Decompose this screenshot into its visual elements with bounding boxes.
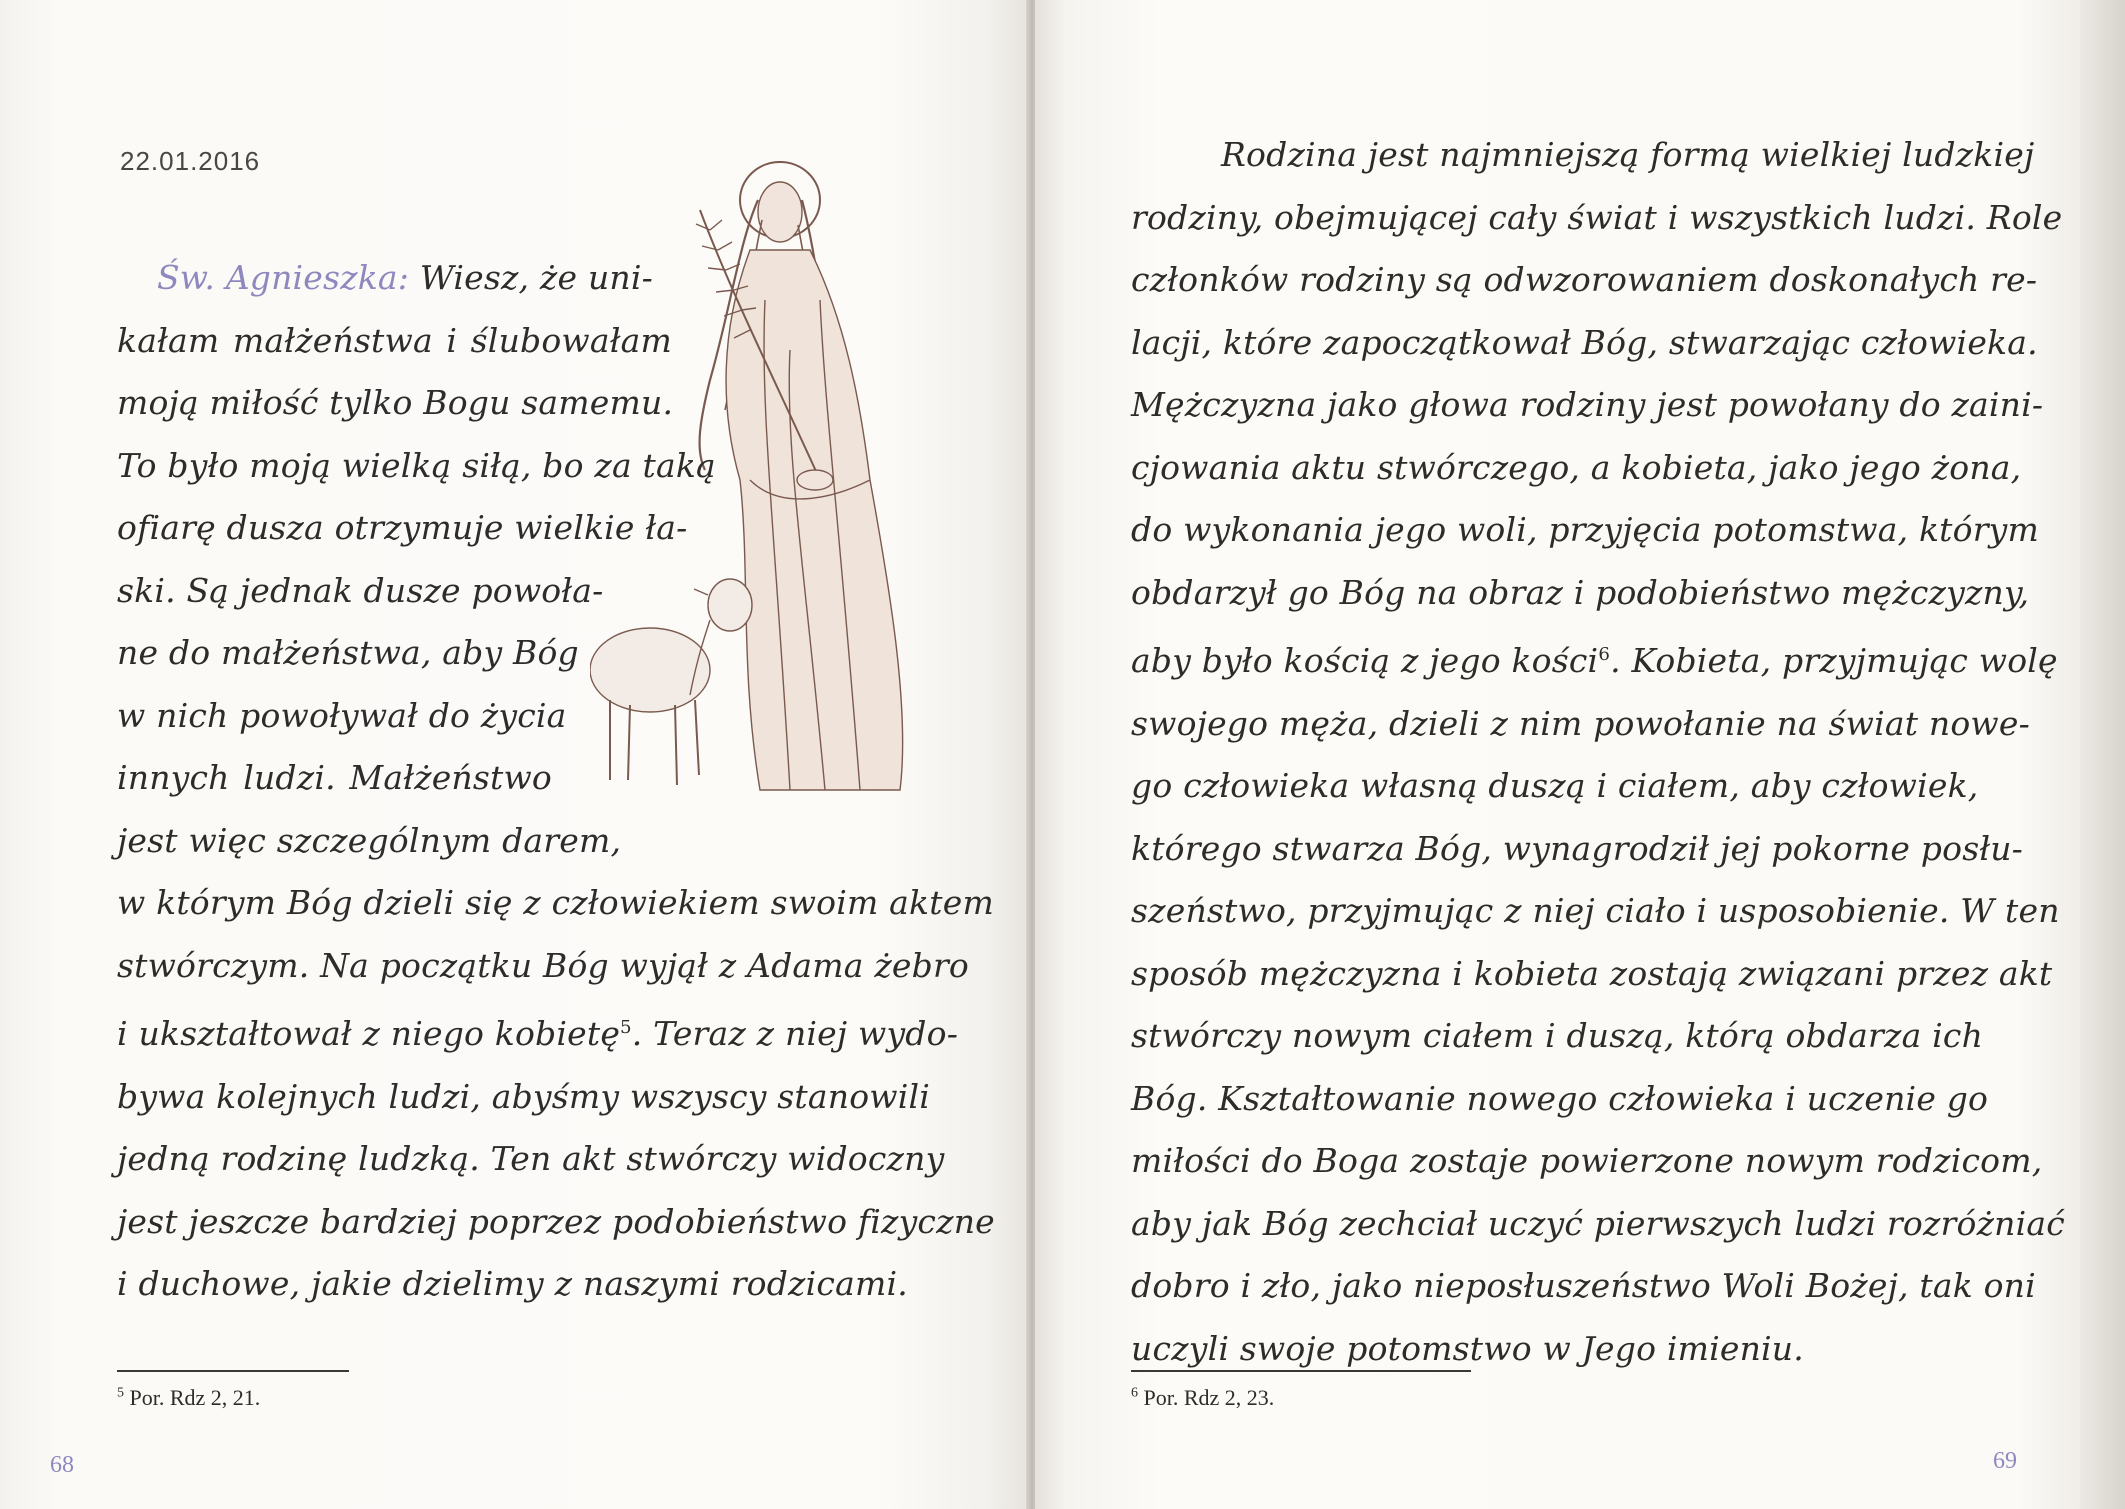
footnote: $^5$ Por. Rdz 2, 21. — [117, 1385, 261, 1410]
text-line: jedną rodzinę ludzką. Ten akt stwórczy widoczny — [117, 1139, 945, 1178]
text-line: uczyli swoje potomstwo w Jego imieniu. — [1131, 1328, 1804, 1368]
text-line: dobro i zło, jako nieposłuszeństwo Woli Bożej, tak oni — [1131, 1266, 2036, 1305]
text-line: moją miłość tylko Bogu samemu. — [117, 383, 674, 422]
text-line: kałam małżeństwa i ślubowałam — [117, 320, 672, 360]
text-line: którego stwarza Bóg, wynagrodził jej pokorne posłu- — [1131, 828, 2024, 868]
text-line: lacji, które zapoczątkował Bóg, stwarzając człowieka. — [1131, 322, 2038, 362]
text-line: stwórczy nowym ciałem i duszą, którą obdarza ich — [1131, 1016, 1984, 1055]
text-line: cjowania aktu stwórczego, a kobieta, jako jego żona, — [1131, 447, 2022, 487]
text-line: swojego męża, dzieli z nim powołanie na świat nowe- — [1131, 703, 2030, 743]
text-line: go człowieka własną duszą i ciałem, aby człowiek, — [1131, 766, 1979, 805]
text-line: stwórczym. Na początku Bóg wyjął z Adama żebro — [117, 945, 970, 985]
footnote-divider — [1131, 1370, 1471, 1372]
text-line: rodziny, obejmującej cały świat i wszystkich ludzi. Role — [1131, 197, 2063, 237]
page-edge — [2080, 0, 2125, 1509]
page-number-left: 68 — [50, 1452, 74, 1478]
text-line: do wykonania jego woli, przyjęcia potomstwa, którym — [1131, 510, 2040, 549]
footnote-ref: 5 — [620, 1017, 632, 1038]
text-line: w którym Bóg dzieli się z człowiekiem swoim aktem — [117, 883, 994, 922]
text-line: Św. Agnieszka: Wiesz, że uni- — [157, 258, 653, 297]
entry-date: 22.01.2016 — [120, 146, 261, 176]
text-line: jest jeszcze bardziej poprzez podobieństwo fizyczne — [117, 1201, 995, 1241]
text-line: Mężczyzna jako głowa rodziny jest powołany do zaini- — [1131, 385, 2044, 424]
text-line: Rodzina jest najmniejszą formą wielkiej ludzkiej — [1221, 135, 2035, 174]
text-line: obdarzył go Bóg na obraz i podobieństwo mężczyzny, — [1131, 572, 2030, 612]
right-page-body — [1131, 124, 2065, 1380]
page-number-right: 69 — [1993, 1448, 2017, 1474]
footnote-number: 6 — [1131, 1385, 1138, 1401]
text-line: i duchowe, jakie dzielimy z naszymi rodzicami. — [117, 1264, 908, 1303]
footnote: $^6$ Por. Rdz 2, 23. — [1131, 1385, 1275, 1410]
text-line: ofiarę dusza otrzymuje wielkie ła- — [117, 508, 688, 547]
footnote-ref: 6 — [1598, 644, 1611, 665]
text-line: miłości do Boga zostaje powierzone nowym rodzicom, — [1131, 1141, 2043, 1180]
text-line: w nich powoływał do życia — [117, 695, 567, 735]
right-page — [1035, 0, 2080, 1509]
left-page-body — [117, 247, 995, 1316]
text-line: członków rodziny są odwzorowaniem doskonałych re- — [1131, 260, 2038, 299]
text-line: ne do małżeństwa, aby Bóg — [117, 633, 579, 672]
footnote-number: 5 — [117, 1385, 124, 1401]
text-line: aby jak Bóg zechciał uczyć pierwszych ludzi rozróżniać — [1131, 1203, 2065, 1243]
text-line: To było moją wielką siłą, bo za taką — [117, 445, 716, 485]
text-line: sposób mężczyzna i kobieta zostają związani przez akt — [1131, 953, 2053, 993]
text-line: jest więc szczególnym darem, — [117, 820, 622, 860]
text-line: szeństwo, przyjmując z niej ciało i usposobienie. W ten — [1131, 891, 2060, 930]
text-line: bywa kolejnych ludzi, abyśmy wszyscy stanowili — [117, 1076, 930, 1116]
text-line: aby było kością z jego kości$^6$. Kobieta, przyjmując wolę — [1131, 641, 2058, 680]
text-line: Bóg. Kształtowanie nowego człowieka i uczenie go — [1131, 1078, 1989, 1118]
text-line: ski. Są jednak dusze powoła- — [117, 570, 604, 610]
speaker-name: Św. Agnieszka: — [157, 258, 410, 297]
left-page — [0, 0, 1030, 1509]
footnote-divider — [117, 1370, 349, 1372]
text-line: innych ludzi. Małżeństwo — [117, 758, 552, 797]
text-line: i ukształtował z niego kobietę$^5$. Teraz z niej wydo- — [117, 1014, 959, 1053]
